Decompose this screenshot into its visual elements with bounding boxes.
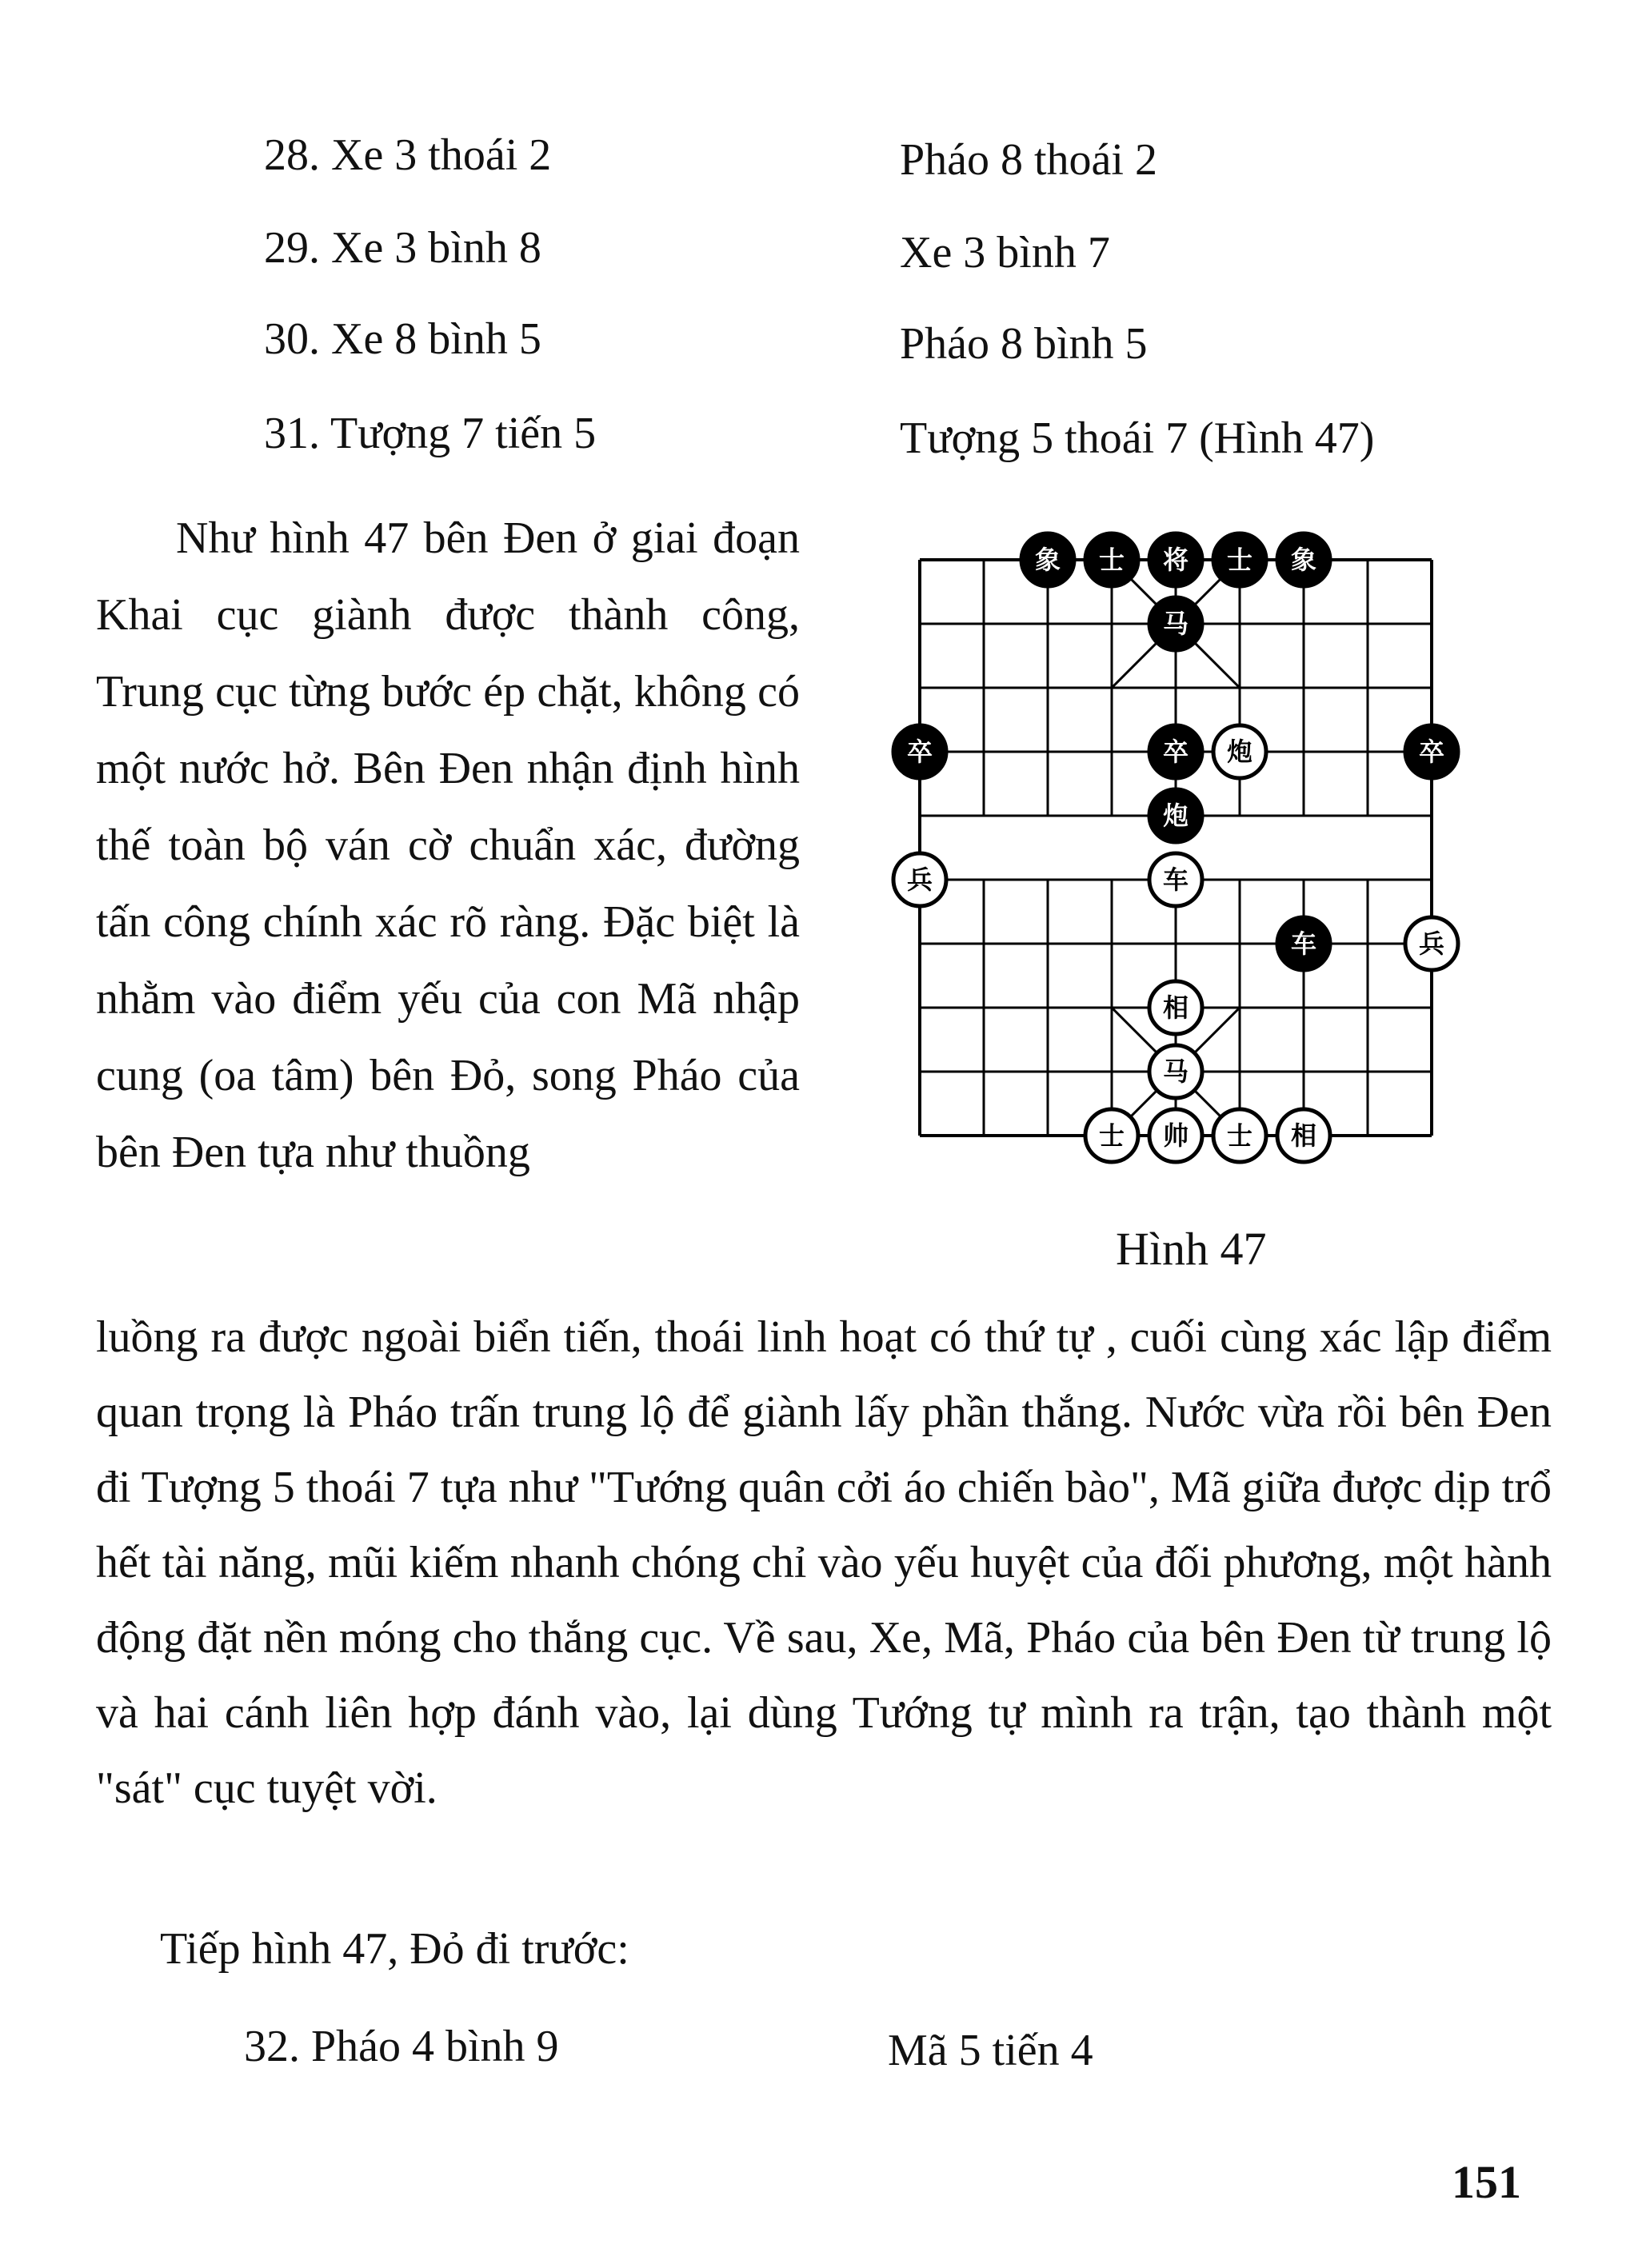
red-horse-piece [1149,1045,1202,1098]
move-28-red: 28. Xe 3 thoái 2 [264,130,552,180]
black-horse-piece [1149,597,1202,650]
figure-caption: Hình 47 [1116,1223,1267,1275]
piece-glyph: 相 [1290,1120,1317,1151]
move-32-red: 32. Pháo 4 bình 9 [244,2022,559,2071]
intro-next-moves: Tiếp hình 47, Đỏ đi trước: [160,1924,629,1974]
black-soldier-piece [1149,725,1202,778]
red-elephant-piece [1149,981,1202,1034]
piece-glyph: 车 [1162,864,1189,895]
move-31-black: Tượng 5 thoái 7 (Hình 47) [900,413,1375,463]
move-30-black: Pháo 8 bình 5 [900,319,1148,369]
piece-glyph: 卒 [906,737,933,767]
black-general-piece [1149,533,1202,586]
red-soldier-piece [893,853,946,906]
piece-glyph: 象 [1290,545,1317,575]
move-28-black: Pháo 8 thoái 2 [900,135,1157,185]
move-29-black: Xe 3 bình 7 [900,228,1110,278]
red-soldier-piece [1405,917,1458,970]
piece-glyph: 马 [1162,609,1189,639]
black-advisor-piece [1085,533,1138,586]
xiangqi-board-diagram [872,512,1480,1200]
red-advisor-piece [1085,1109,1138,1162]
piece-glyph: 兵 [1418,928,1445,959]
piece-glyph: 将 [1162,545,1189,575]
black-soldier-piece [1405,725,1458,778]
red-cannon-piece [1213,725,1266,778]
paragraph-1: Như hình 47 bên Đen ở giai đoạn Khai cục giành được thành công, Trung cục từng bước ép chặt, không có một nước hở. Bên Đen nhận định hình thế toàn bộ ván cờ chuẩn xác, đường tấn công chính xác rõ ràng. Đặc biệt là nhằm vào điểm yếu của con Mã nhập cung (oa tâm) bên Đỏ, song Pháo của bên Đen tựa như thuồng [96,513,800,1177]
black-elephant-piece [1277,533,1330,586]
black-elephant-piece [1021,533,1074,586]
piece-glyph: 炮 [1226,737,1253,767]
page-number: 151 [1452,2156,1521,2208]
piece-glyph: 车 [1290,928,1317,959]
piece-glyph: 象 [1034,545,1061,575]
piece-glyph: 马 [1162,1056,1189,1087]
red-advisor-piece [1213,1109,1266,1162]
move-29-red: 29. Xe 3 bình 8 [264,223,541,273]
piece-glyph: 士 [1098,1120,1125,1151]
piece-glyph: 士 [1226,545,1253,575]
piece-glyph: 士 [1098,545,1125,575]
piece-glyph: 兵 [906,864,933,895]
move-32-black: Mã 5 tiến 4 [888,2026,1093,2075]
red-elephant-piece [1277,1109,1330,1162]
paragraph-2: luồng ra được ngoài biển tiến, thoái linh hoạt có thứ tự , cuối cùng xác lập điểm quan trọng là Pháo trấn trung lộ để giành lấy phần thắng. Nước vừa rồi bên Đen đi Tượng 5 thoái 7 tựa như "Tướng quân cởi áo chiến bào", Mã giữa được dịp trổ hết tài năng, mũi kiếm nhanh chóng chỉ vào yếu huyệt của đối phương, một hành động đặt nền móng cho thắng cục. Về sau, Xe, Mã, Pháo của bên Đen từ trung lộ và hai cánh liên hợp đánh vào, lại dùng Tướng tự mình ra trận, tạo thành một "sát" cục tuyệt vời. [96,1312,1552,1813]
piece-glyph: 卒 [1418,737,1445,767]
piece-glyph: 士 [1226,1120,1253,1151]
black-cannon-piece [1149,789,1202,842]
move-31-red: 31. Tượng 7 tiến 5 [264,409,597,458]
move-30-red: 30. Xe 8 bình 5 [264,314,541,364]
black-advisor-piece [1213,533,1266,586]
black-chariot-piece [1277,917,1330,970]
piece-glyph: 帅 [1162,1120,1189,1151]
piece-glyph: 卒 [1162,737,1189,767]
black-soldier-piece [893,725,946,778]
red-general-piece [1149,1109,1202,1162]
piece-glyph: 炮 [1162,801,1189,831]
board-pieces [893,533,1458,1162]
red-chariot-piece [1149,853,1202,906]
piece-glyph: 相 [1162,992,1189,1023]
